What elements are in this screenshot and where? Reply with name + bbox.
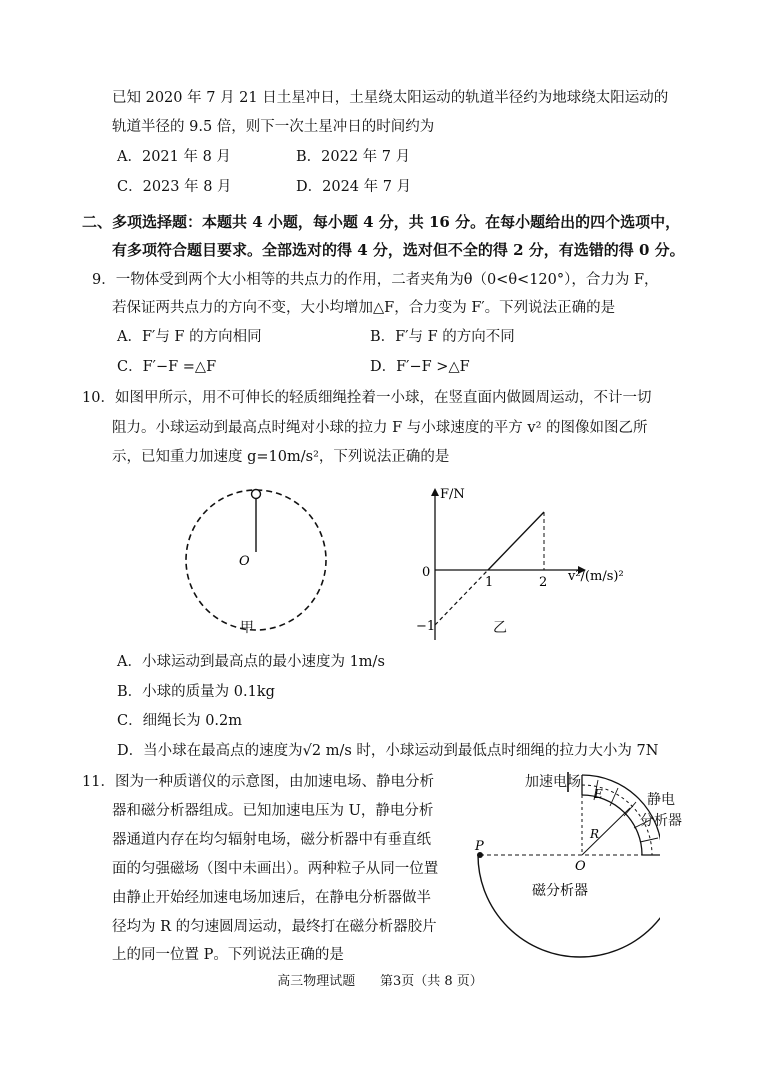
q9-text-line1: 9．一物体受到两个大小相等的共点力的作用，二者夹角为θ（0<θ<120°），合力为 F， [92, 272, 659, 288]
q9-option-d: D．F′−F >△F [370, 359, 470, 375]
point-o-label: O [575, 859, 586, 874]
figure-jia [175, 480, 345, 640]
x-axis-label: v²/(m/s)² [568, 569, 624, 584]
q10-option-b: B．小球的质量为 0.1kg [117, 684, 275, 700]
q11-text-line5: 由静止开始经加速电场加速后，在静电分析器做半 [112, 890, 431, 906]
q8-option-a: A．2021 年 8 月 [117, 149, 231, 165]
extrapolated-line [435, 570, 488, 625]
figure-yi-caption: 乙 [493, 620, 507, 636]
magnetic-analyzer-arc [478, 855, 660, 957]
q8-option-b: B．2022 年 7 月 [296, 149, 411, 165]
q10-option-d: D．当小球在最高点的速度为√2 m/s 时，小球运动到最低点时细绳的拉力大小为 7N [117, 743, 659, 759]
field-arrow-5 [640, 838, 658, 842]
q8-option-c: C．2023 年 8 月 [117, 179, 232, 195]
q10-text-line2: 阻力。小球运动到最高点时绳对小球的拉力 F 与小球速度的平方 v² 的图像如图乙所 [112, 420, 648, 436]
field-e-label: E [594, 787, 603, 801]
magnet-analyzer-label: 磁分析器 [532, 883, 588, 899]
field-arrow-3 [624, 802, 636, 816]
q11-text-line4: 面的匀强磁场（图中未画出）。两种粒子从同一位置 [112, 861, 439, 877]
section2-heading-line2: 有多项符合题目要求。全部选对的得 4 分，选对但不全的得 2 分，有选错的得 0 分。 [112, 241, 685, 259]
center-label-o: O [239, 554, 250, 569]
y-tick-minus1: −1 [416, 619, 436, 634]
origin-label: 0 [422, 565, 431, 580]
q11-text-line3: 器通道内存在均匀辐射电场，磁分析器中有垂直纸 [112, 832, 431, 848]
figure-jia-caption: 甲 [240, 620, 254, 636]
q11-text-line6: 径均为 R 的匀速圆周运动，最终打在磁分析器胶片 [112, 919, 437, 935]
figure-yi [410, 480, 650, 645]
q10-option-a: A．小球运动到最高点的最小速度为 1m/s [117, 654, 385, 670]
y-axis-arrow [431, 488, 439, 496]
q8-text-line2: 轨道半径的 9.5 倍，则下一次土星冲日的时间约为 [112, 119, 435, 135]
q9-option-b: B．F′与 F 的方向不同 [370, 329, 515, 345]
y-axis-label: F/N [440, 487, 465, 502]
force-line [488, 512, 544, 570]
q11-text-line7: 上的同一位置 P。下列说法正确的是 [112, 947, 344, 963]
mass-spectrometer-figure [470, 770, 660, 965]
q11-text-line2: 器和磁分析器组成。已知加速电压为 U，静电分析 [112, 803, 434, 819]
radius-r-label: R [590, 827, 600, 841]
point-p-label: P [475, 839, 484, 854]
ball [252, 490, 261, 499]
q9-text-line2: 若保证两共点力的方向不变，大小均增加△F，合力变为 F′。下列说法正确的是 [112, 300, 616, 316]
x-tick-1: 1 [485, 575, 494, 590]
x-tick-2: 2 [539, 575, 548, 590]
q9-option-c: C．F′−F =△F [117, 359, 217, 375]
q10-text-line1: 10．如图甲所示，用不可伸长的轻质细绳拴着一小球，在竖直面内做圆周运动，不计一切 [82, 390, 652, 406]
q10-text-line3: 示，已知重力加速度 g=10m/s²，下列说法正确的是 [112, 449, 450, 465]
footer-page-number: 第3页（共 8 页） [380, 974, 483, 989]
page-footer [0, 970, 760, 989]
electro-analyzer-label-2: 分析器 [640, 813, 682, 829]
q8-option-d: D．2024 年 7 月 [296, 179, 412, 195]
accel-field-label: 加速电场 [525, 774, 581, 790]
q10-option-c: C．细绳长为 0.2m [117, 713, 243, 729]
footer-subject: 高三物理试题 [277, 974, 356, 989]
electro-analyzer-label-1: 静电 [647, 792, 675, 808]
q11-text-line1: 11．图为一种质谱仪的示意图，由加速电场、静电分析 [82, 774, 434, 790]
field-arrow-2 [610, 788, 618, 806]
q9-option-a: A．F′与 F 的方向相同 [117, 329, 262, 345]
section2-heading-line1: 二、多项选择题：本题共 4 小题，每小题 4 分，共 16 分。在每小题给出的四个选项中， [82, 213, 681, 231]
q8-text-line1: 已知 2020 年 7 月 21 日土星冲日，土星绕太阳运动的轨道半径约为地球绕太阳运动的 [112, 90, 669, 106]
